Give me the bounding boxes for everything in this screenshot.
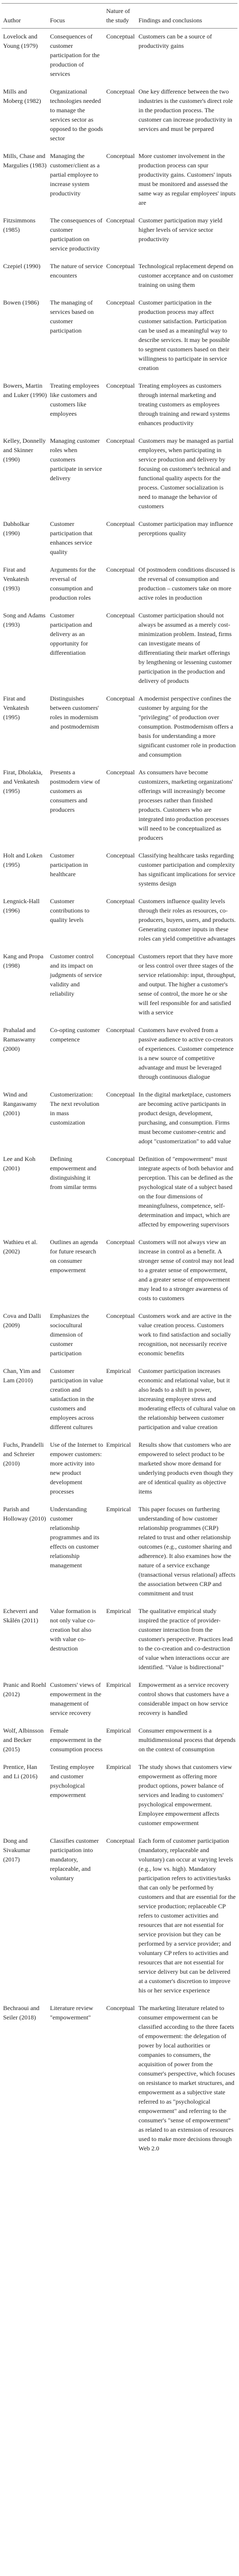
focus-cell: Defining empowerment and distinguishing it from similar terms [50, 1155, 97, 1191]
author-cell: Dong and Sivakumar (2017) [3, 1837, 30, 1863]
nature-cell: Conceptual [106, 520, 135, 527]
findings-cell: A modernist perspective confines the customer by arguing for the "privileging" of production over consumption. Postmodernism offers a basis for understanding a more significant customer role in production and consumption [139, 695, 236, 758]
table-row [2, 691, 237, 764]
author-cell: Lengnick-Hall (1996) [3, 897, 40, 914]
nature-cell: Conceptual [106, 566, 135, 573]
focus-cell: Customer participation that enhances service quality [50, 520, 93, 556]
focus-cell: Managing the customer/client as a partial employee to increase system productivity [50, 152, 100, 197]
focus-cell: Distinguishes between customers' roles in modernism and postmodernism [50, 695, 99, 730]
table-row [2, 764, 237, 848]
table-row [2, 1363, 237, 1437]
nature-cell: Conceptual [106, 953, 135, 960]
focus-cell: Emphasizes the sociocultural dimension of customer participation [50, 1312, 89, 1357]
author-cell: Bowen (1986) [3, 299, 39, 306]
author-cell: Cova and Dalli (2009) [3, 1312, 41, 1329]
findings-cell: Customer participation increases economic and relational value, but it also leads to a shift in power, increasing employee stress and moderating effects of cultural value on the relationship between customer participation and value creation [139, 1367, 236, 1431]
table-row [2, 148, 237, 213]
findings-cell: Customers will not always view an increase in control as a benefit. A stronger sense of control may not lead to a greater sense of empowerment, and a greater sense of empowerment may lead to a stronger awareness of costs to customers [139, 1238, 234, 1302]
focus-cell: Managing customer roles when customers participate in service delivery [50, 437, 102, 482]
findings-cell: Customers may be managed as partial employees, when participating in service production and delivery by focusing on customer's technical and functional quality aspects for the process. Customer socialization is need to manage the behavior of customers [139, 437, 234, 510]
focus-cell: Presents a postmodern view of customers as consumers and producers [50, 769, 100, 813]
focus-cell: Arguments for the reversal of consumption and production roles [50, 566, 96, 601]
focus-cell: Customers' views of empowerment in the management of service recovery [50, 1681, 102, 1716]
author-cell: Bowers, Martin and Luker (1990) [3, 382, 47, 399]
findings-header: Findings and conclusions [137, 4, 237, 29]
nature-cell: Conceptual [106, 769, 135, 776]
findings-cell: The study shows that customers view empowerment as offering more product options, power balance of services and leading to customers' psychological empowerment. Employee empowerment affects customer empowerment [139, 1763, 232, 1827]
findings-cell: Customers have evolved from a passive audience to active co-creators of experiences. Customer competence is a new source of competitive advantage and must be leveraged through continuous dialogue [139, 1026, 234, 1080]
author-cell: Pranic and Roehl (2012) [3, 1681, 46, 1698]
nature-cell: Conceptual [106, 299, 135, 306]
findings-cell: Treating employees as customers through internal marketing and treating customers as employees through training and reward systems enhances productivity [139, 382, 230, 427]
author-cell: Kelley, Donnelly and Skinner (1990) [3, 437, 46, 463]
author-cell: Firat and Venkatesh (1995) [3, 695, 29, 721]
author-cell: Prentice, Han and Li (2016) [3, 1763, 37, 1780]
findings-cell: Technological replacement depend on customer acceptance and on customer training on using them [139, 262, 234, 288]
table-row [2, 1723, 237, 1759]
table-row [2, 1022, 237, 1087]
table-row [2, 378, 237, 433]
findings-cell: Definition of "empowerment" must integrate aspects of both behavior and perception. This can be defined as the psychological state of a subject based on the four dimensions of meaningfulness, competence, self-determination and impact, which are affected by empowering supervisors [139, 1155, 234, 1228]
nature-cell: Conceptual [106, 33, 135, 40]
table-row [2, 258, 237, 295]
table-row [2, 84, 237, 148]
header-row [2, 4, 237, 29]
findings-cell: Classifying healthcare tasks regarding customer participation and complexity has significant implications for service systems design [139, 852, 235, 887]
findings-cell: Customer participation should not always be assumed as a merely cost-minimization problem. Instead, firms can investigate means of differentiating their market offerings by lengthening or lessening customer participation in the production and delivery of products [139, 612, 232, 684]
author-cell: Dabholkar (1990) [3, 520, 30, 537]
author-cell: Chan, Yim and Lam (2010) [3, 1367, 41, 1384]
focus-cell: The consequences of customer participation on service productivity [50, 217, 103, 252]
findings-cell: This paper focuses on furthering understanding of how customer relationship programmes (CRP) related to trust and other relationship outcomes (e.g., customer sharing and adherence). It also examines how the nature of a service exchange (transactional versus relational) affects the association between CRP and commitment and trust [139, 1505, 236, 1597]
findings-cell: Customer participation in the production process may affect customer satisfaction. Participation can be used as a meaningful way to describe services. It may be possible to segment customers based on their willingness to participate in service creation [139, 299, 230, 372]
author-cell: Wind and Rangaswamy (2001) [3, 1091, 37, 1117]
focus-cell: Female empowerment in the consumption process [50, 1727, 103, 1753]
nature-cell: Empirical [106, 1367, 131, 1375]
author-cell: Wolf, Albinsson and Becker (2015) [3, 1727, 44, 1753]
findings-cell: Consumer empowerment is a multidimensional process that depends on the context of consumption [139, 1727, 236, 1753]
findings-cell: Customers influence quality levels through their roles as resources, co-producers, buyers, users, and products. Generating customer inputs in these roles can yield competitive advantages [139, 897, 236, 942]
nature-cell: Conceptual [106, 897, 135, 905]
focus-cell: Organizational technologies needed to manage the services sector as opposed to the goods sector [50, 88, 103, 142]
nature-cell: Conceptual [106, 88, 135, 95]
table-row [2, 607, 237, 691]
focus-header: Focus [48, 4, 105, 29]
nature-cell: Conceptual [106, 852, 135, 859]
focus-cell: Understanding customer relationship programmes and its effects on customer relationship management [50, 1505, 99, 1569]
focus-cell: Outlines an agenda for future research on consumer empowerment [50, 1238, 98, 1274]
table-row [2, 1437, 237, 1501]
nature-cell: Conceptual [106, 1312, 135, 1319]
nature-cell: Empirical [106, 1441, 131, 1448]
author-cell: Fuchs, Prandelli and Schreier (2010) [3, 1441, 44, 1467]
table-row [2, 1234, 237, 1308]
author-cell: Fitzsimmons (1985) [3, 217, 36, 233]
author-cell: Bechraoui and Seiler (2018) [3, 2004, 40, 2021]
findings-cell: Results show that customers who are empowered to select product to be marketed show more demand for underlying products even though they are of identical quality as objective items [139, 1441, 233, 1495]
nature-cell: Empirical [106, 1681, 131, 1688]
findings-cell: More customer involvement in the production process can spur productivity gains. Customers' inputs must be monitored and assessed the same way as regular employees' inputs are [139, 152, 236, 206]
focus-cell: Treating employees like customers and customers like employees [50, 382, 99, 417]
table-row [2, 948, 237, 1022]
author-cell: Mills, Chase and Margulies (1983) [3, 152, 47, 169]
focus-cell: The nature of service encounters [50, 262, 103, 279]
nature-cell: Conceptual [106, 1091, 135, 1098]
author-cell: Firat and Venkatesh (1993) [3, 566, 29, 592]
author-header: Author [2, 4, 48, 29]
table-row [2, 1308, 237, 1363]
author-cell: Echeverri and Skålén (2011) [3, 1607, 39, 1624]
focus-cell: Customerization: The next revolution in mass customization [50, 1091, 99, 1126]
nature-cell: Conceptual [106, 1837, 135, 1844]
nature-cell: Conceptual [106, 1026, 135, 1034]
author-cell: Lee and Koh (2001) [3, 1155, 35, 1172]
focus-cell: Testing employee and customer psychological empowerment [50, 1763, 94, 1799]
table-row [2, 1833, 237, 2000]
focus-cell: Classifies customer participation into mandatory, replaceable, and voluntary [50, 1837, 99, 1882]
author-cell: Holt and Loken (1995) [3, 852, 43, 868]
table-row [2, 516, 237, 562]
focus-cell: Customer participation in healthcare [50, 852, 88, 878]
findings-cell: In the digital marketplace, customers are becoming active participants in product design, development, purchasing, and consumption. Firms must become customer-centric and adopt "customerization" to add value [139, 1091, 231, 1145]
author-cell: Wathieu et al. (2002) [3, 1238, 38, 1255]
focus-cell: Literature review "empowerment" [50, 2004, 93, 2021]
focus-cell: Consequences of customer participation for the production of services [50, 33, 100, 77]
findings-cell: One key difference between the two industries is the customer's direct role in the production process. The customer can increase productivity in services and must be prepared [139, 88, 233, 133]
findings-cell: The marketing literature related to consumer empowerment can be classified according to the three facets of empowerment: the delegation of power by local authorities or companies to consumers, the acquisition of power from the consumer's perspective, which focuses on resistance to market structures, and empowerment as a subjective state referred to as "psychological empowerment" and referring to the consumer's "sense of empowerment" as related to an extension of resources used to make more decisions through Web 2.0 [139, 2004, 235, 2152]
author-cell: Parish and Holloway (2010) [3, 1505, 46, 1522]
table-row [2, 848, 237, 893]
nature-cell: Conceptual [106, 1238, 135, 1246]
table-row [2, 433, 237, 516]
findings-cell: Each form of customer participation (mandatory, replaceable and voluntary) can occur at varying levels (e.g., low vs. high). Mandatory participation refers to activities/tasks that can only be performed by customers and that are essential for the service production; replaceable CP refers to customer activities and resources that are not essential for service provision but they can be performed by a service provider; and voluntary CP refers to activities and resources that are not essential for service delivery but can be delivered at a customer's discretion to improve his or her service experience [139, 1837, 236, 1994]
focus-cell: Customer participation and delivery as an opportunity for differentiation [50, 612, 92, 656]
focus-cell: Customer contributions to quality levels [50, 897, 90, 923]
table-row [2, 1759, 237, 1833]
table-row [2, 1087, 237, 1151]
focus-cell: Customer participation in value creation and satisfaction in the customers and employees across different cultures [50, 1367, 103, 1431]
author-cell: Kang and Propa (1998) [3, 953, 44, 969]
findings-cell: Customers work and are active in the value creation process. Customers work to find satisfaction and socially recognition, not necessarily receive economic benefits [139, 1312, 232, 1357]
nature-cell: Empirical [106, 1763, 131, 1771]
table-row [2, 1151, 237, 1234]
table-row [2, 213, 237, 258]
nature-cell: Empirical [106, 1607, 131, 1615]
nature-cell: Conceptual [106, 217, 135, 224]
table-row [2, 562, 237, 607]
table-row [2, 29, 237, 84]
author-cell: Prahalad and Ramaswamy (2000) [3, 1026, 36, 1052]
findings-cell: Of postmodern conditions discussed is the reversal of consumption and production – customers take on more active roles in production [139, 566, 235, 601]
nature-cell: Conceptual [106, 2004, 135, 2012]
nature-cell: Conceptual [106, 695, 135, 702]
author-cell: Lovelock and Young (1979) [3, 33, 38, 49]
table-row [2, 1603, 237, 1677]
nature-cell: Conceptual [106, 1155, 135, 1162]
author-cell: Firat, Dholakia, and Venkatesh (1995) [3, 769, 43, 795]
nature-cell: Empirical [106, 1727, 131, 1734]
table-row [2, 2000, 237, 2158]
findings-cell: Customers report that they have more or less control over three stages of the service relationship: input, throughput, and output. The higher a customer's sense of control, the more he or she will feel responsible for and satisfied with a service [139, 953, 236, 1016]
findings-cell: Empowerment as a service recovery control shows that customers have a considerable impact on how service recovery is handled [139, 1681, 229, 1716]
author-cell: Mills and Moberg (1982) [3, 88, 41, 104]
focus-cell: The managing of services based on customer participation [50, 299, 94, 334]
findings-cell: Customer participation may influence perceptions quality [139, 520, 233, 537]
nature-cell: Conceptual [106, 262, 135, 270]
nature-cell: Conceptual [106, 437, 135, 444]
findings-cell: Customer participation may yield higher levels of service sector productivity [139, 217, 222, 243]
findings-cell: As consumers have become customizers, marketing organizations' offerings will increasingly become processes rather than finished products. Customers who are integrated into production processes will need to be conceptualized as producers [139, 769, 233, 841]
nature-header: Nature of the study [105, 4, 137, 29]
table-row [2, 893, 237, 948]
literature-review-table [2, 3, 237, 2158]
focus-cell: Use of the Internet to empower customers: more activity into new product development processes [50, 1441, 103, 1495]
table-row [2, 1677, 237, 1723]
findings-cell: The qualitative empirical study inspired the practice of provider-customer interaction from the customer's perspective. Practices lead to the co-creation and co-destruction of value when interactions occur are identified. "Value is bidirectional" [139, 1607, 233, 1671]
nature-cell: Empirical [106, 1505, 131, 1513]
nature-cell: Conceptual [106, 612, 135, 619]
author-cell: Song and Adams (1993) [3, 612, 46, 628]
table-row [2, 1501, 237, 1603]
focus-cell: Value formation is not only value co-creation but also with value co-destruction [50, 1607, 96, 1652]
focus-cell: Customer control and its impact on judgments of service validity and reliability [50, 953, 102, 997]
table-row [2, 295, 237, 378]
author-cell: Czepiel (1990) [3, 262, 41, 270]
nature-cell: Conceptual [106, 382, 135, 389]
focus-cell: Co-opting customer competence [50, 1026, 100, 1043]
findings-cell: Customers can be a source of productivity gains [139, 33, 212, 49]
nature-cell: Conceptual [106, 152, 135, 160]
